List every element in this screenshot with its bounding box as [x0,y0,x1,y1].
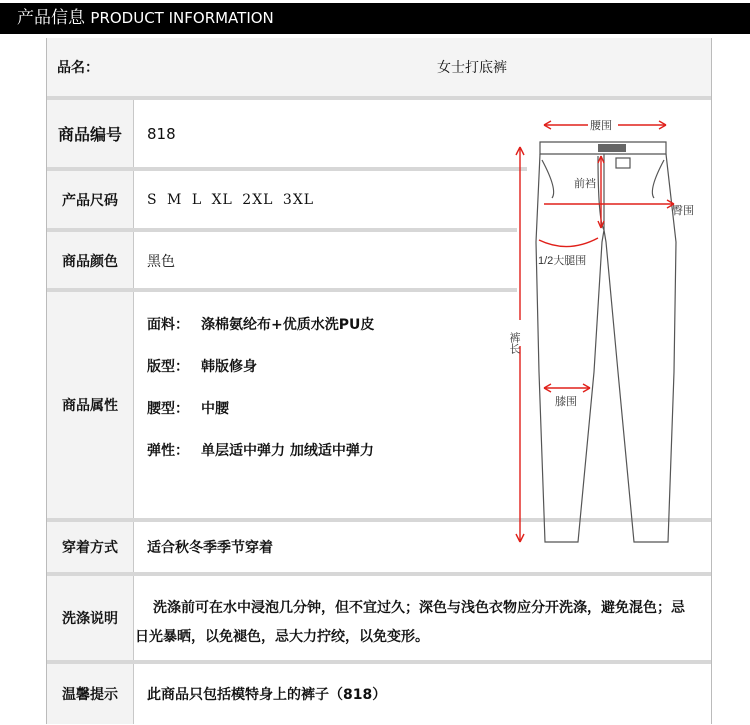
row-tip [47,664,711,724]
sizes-label: 产品尺码 [47,171,134,229]
tip-label: 温馨提示 [47,664,134,724]
knee-label: 膝围 [555,396,577,408]
length-label: 裤长 [508,332,520,354]
wear-value: 适合秋冬季季节穿着 [147,540,273,556]
trousers-outline [536,154,676,542]
section-header [0,3,750,34]
attribute-fit: 版型： 韩版修身 [147,359,257,375]
brand-label [598,144,626,152]
trousers-size-diagram [506,112,706,552]
attribute-waist: 腰型： 中腰 [147,401,229,417]
hip-label: 臀围 [672,205,694,217]
sizes-value: S M L XL 2XL 3XL [147,192,315,208]
row-product-name [47,38,711,96]
color-value: 黑色 [147,254,175,270]
product-name-value: 女士打底裤 [437,60,507,76]
coin-pocket [616,158,630,168]
tip-value: 此商品只包括模特身上的裤子（818） [147,687,387,703]
wear-label: 穿着方式 [47,522,134,572]
attributes-label: 商品属性 [47,292,134,518]
section-title [17,8,274,28]
washing-value: 洗涤前可在水中浸泡几分钟，但不宜过久；深色与浅色衣物应分开洗涤，避免混色；忌日光暴晒，以免褪色，忌大力拧绞，以免变形。 [135,600,685,645]
attribute-fabric: 面料： 涤棉氨纶布+优质水洗PU皮 [147,317,375,333]
section-title-cn: 产品信息 [17,8,85,28]
attribute-elasticity: 弹性： 单层适中弹力 加绒适中弹力 [147,443,374,459]
waist-label: 腰围 [590,120,612,132]
product-code-label: 商品编号 [47,100,134,167]
front-rise-label: 前裆 [574,178,596,190]
color-label: 商品颜色 [47,232,134,290]
thigh-label: 1/2大腿围 [538,255,587,267]
pocket-right [652,160,664,198]
thigh-arrow [539,238,598,247]
product-code-value: 818 [147,124,176,143]
pocket-left [542,160,554,198]
washing-label: 洗涤说明 [47,576,134,660]
row-washing [47,576,711,660]
product-name-label: 品名： [57,60,99,76]
section-title-en: PRODUCT INFORMATION [90,9,274,27]
